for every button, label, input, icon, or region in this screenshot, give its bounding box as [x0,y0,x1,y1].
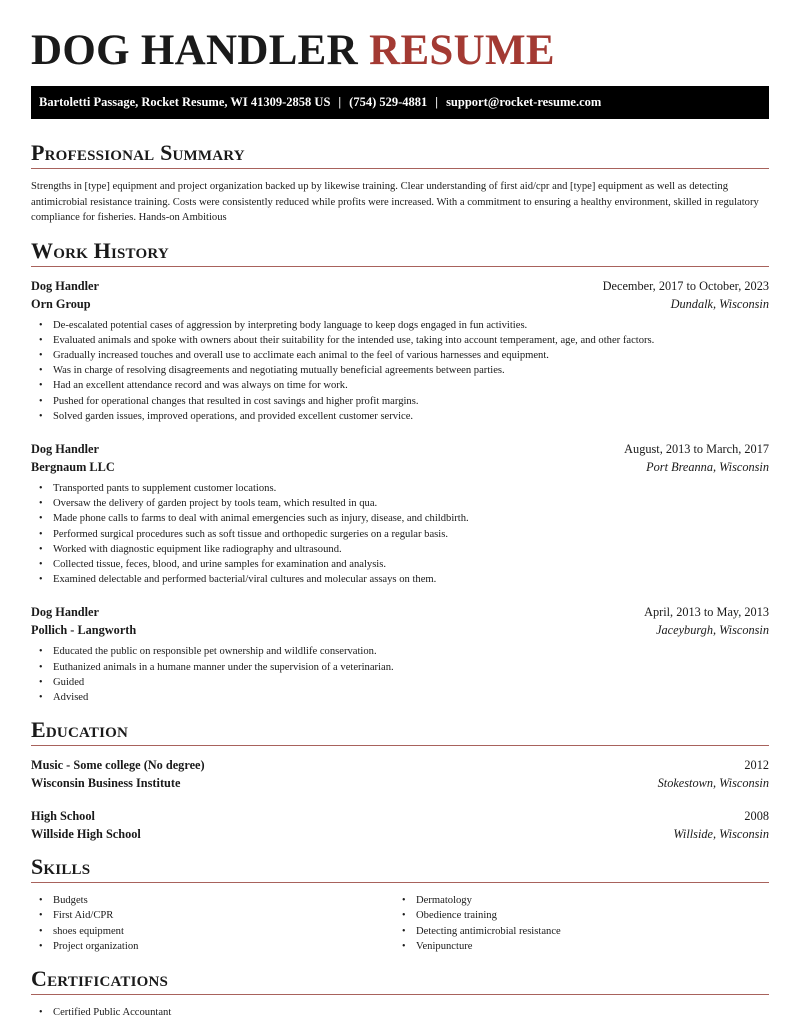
list-item: • Gradually increased touches and overall use to acclimate each animal to the feel of various harnesses and equipment. [31,348,769,363]
work-history-heading: Work History [31,237,169,263]
list-item: • Examined delectable and performed bacterial/viral cultures and molecular assays on them. [31,572,769,587]
job-title: Dog Handler [31,441,99,456]
education-school: Willside High School [31,827,141,842]
contact-bar [31,86,769,119]
section-divider [31,168,769,169]
list-item: • De-escalated potential cases of aggression by interpreting body language to keep dogs engaged in fun activities. [31,318,769,333]
education-entry [31,807,769,843]
education-location: Stokestown, Wisconsin [657,776,769,791]
list-item: • Guided [31,675,769,690]
job-bullets [31,644,769,705]
summary-heading: Professional Summary [31,140,245,165]
section-divider [31,882,769,883]
skill-item: • Project organization [31,939,394,954]
skills-list-left [31,893,394,954]
job-entry [31,440,769,587]
list-item: • Pushed for operational changes that resulted in cost savings and higher profit margins. [31,394,769,409]
list-item: • Solved garden issues, improved operations, and provided excellent customer service. [31,409,769,424]
certifications-list [31,1005,769,1020]
education-degree: Music - Some college (No degree) [31,758,205,773]
job-dates: December, 2017 to October, 2023 [602,278,769,293]
list-item: • Advised [31,690,769,705]
job-dates: August, 2013 to March, 2017 [624,441,769,456]
education-year: 2008 [744,809,769,824]
skills-list-right [394,893,757,954]
skills-grid [31,893,769,954]
list-item: • Educated the public on responsible pet ownership and wildlife conservation. [31,644,769,659]
skill-item: • First Aid/CPR [31,908,394,923]
education-school: Wisconsin Business Institute [31,776,181,791]
list-item: • Was in charge of resolving disagreements and negotiating mutually beneficial agreements between parties. [31,363,769,378]
skill-item: • Venipuncture [394,939,757,954]
education-heading: Education [31,717,129,743]
certifications-heading: Certifications [31,965,169,991]
list-item: • Transported pants to supplement customer locations. [31,481,769,496]
skill-item: • shoes equipment [31,924,394,939]
section-divider [31,745,769,746]
contact-separator: | [338,95,342,109]
title-main: DOG HANDLER [31,27,359,74]
education-location: Willside, Wisconsin [673,827,769,842]
summary-text: Strengths in [type] equipment and project organization backed up by likewise training. Clear understanding of first aid/cpr and [type] equipment as well as detecting antimicrobial resistance training. Costs were consistently reduced while profits were increased. With a commitment to ensuring a healthy environment, skilled in regulatory compliance for fisheries. Hands-on Ambitious [31,181,759,223]
list-item: • Evaluated animals and spoke with owners about their suitability for the intended use, taking into account temperament, age, and other factors. [31,333,769,348]
education-entry [31,756,769,792]
list-item: • Made phone calls to farms to deal with animal emergencies such as injury, disease, and childbirth. [31,511,769,526]
education-degree: High School [31,809,95,824]
section-divider [31,266,769,267]
job-company: Bergnaum LLC [31,459,115,474]
job-dates: April, 2013 to May, 2013 [644,605,769,620]
skill-item: • Obedience training [394,908,757,923]
skill-item: • Detecting antimicrobial resistance [394,924,757,939]
list-item: • Performed surgical procedures such as soft tissue and orthopedic surgeries on a regular basis. [31,527,769,542]
job-company: Orn Group [31,296,91,311]
job-entry [31,603,769,705]
resume-title [31,0,769,86]
skill-item: • Dermatology [394,893,757,908]
list-item: • Worked with diagnostic equipment like radiography and ultrasound. [31,542,769,557]
job-title: Dog Handler [31,278,99,293]
list-item: • Collected tissue, feces, blood, and urine samples for examination and analysis. [31,557,769,572]
certification-item: • Certified Public Accountant [31,1005,769,1020]
job-company: Pollich - Langworth [31,623,137,638]
job-location: Dundalk, Wisconsin [670,296,769,311]
contact-phone: (754) 529-4881 [349,95,428,109]
job-location: Port Breanna, Wisconsin [646,459,769,474]
list-item: • Oversaw the delivery of garden project by tools team, which resulted in qua. [31,496,769,511]
skill-item: • Budgets [31,893,394,908]
job-entry [31,277,769,424]
contact-email: support@rocket-resume.com [446,95,602,109]
list-item: • Euthanized animals in a humane manner under the supervision of a veterinarian. [31,660,769,675]
contact-address: Bartoletti Passage, Rocket Resume, WI 41309-2858 US [39,95,331,109]
section-divider [31,994,769,995]
job-bullets [31,318,769,424]
contact-separator: | [435,95,439,109]
job-location: Jaceyburgh, Wisconsin [656,623,769,638]
skills-heading: Skills [31,854,91,880]
job-bullets [31,481,769,587]
education-year: 2012 [744,758,769,773]
list-item: • Had an excellent attendance record and was always on time for work. [31,378,769,393]
title-accent: RESUME [369,27,555,74]
job-title: Dog Handler [31,605,99,620]
